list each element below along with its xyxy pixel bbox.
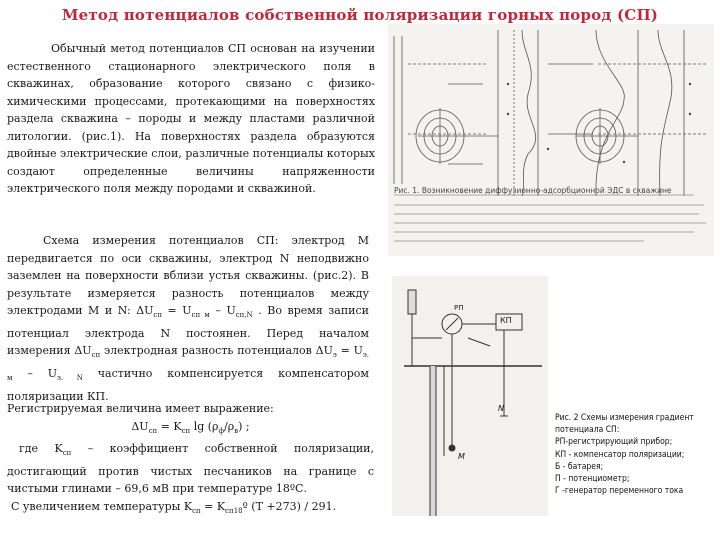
figure-2-measurement-scheme: [392, 276, 548, 516]
page-title: Метод потенциалов собственной поляризации горных пород (СП): [61, 6, 659, 24]
figure-2-drawing: [392, 276, 548, 516]
label-rp: РП: [454, 304, 464, 312]
paragraph-measurement-scheme: Схема измерения потенциалов СП: электрод М передвигается по оси скважины, электрод N неподвижно заземлен на поверхности вблизи устья скважины. (рис.2). В результате измеряется разность потенциалов между электродами M и N: $\Delta U_{сп} = U_{сп м} - U_{сп,N}$ . Во время записи потенциал электрода N постоянен. Перед началом измерения $\Delta U_{сп}$ электродная разность потенциалов $\Delta U_э = U_{э. м} - U_{э. N}$ частично компенсируется компенсатором поляризации КП.: [7, 234, 370, 403]
figure-2-caption: [555, 412, 717, 497]
label-kp: КП: [500, 316, 512, 325]
paragraph-intro: Обычный метод потенциалов СП основан на изучении естественного стационарного электрического поля в скважинах, образование которого связано с физико-химическими процессами, протекающими на поверхностях раздела скважина – породы и между пластами различной литологии. (рис.1). На поверхностях раздела образуются двойные электрические слои, различные потенциалы которых создают определенные величины напряженности электрического поля между породами и скважиной.: [7, 42, 375, 195]
caption-line: Рис. 2 Схемы измерения градиент: [555, 413, 694, 423]
formula-intro: Регистрируемая величина имеет выражение:: [7, 402, 274, 415]
temperature-formula: С увеличением температуры $K_{сп}$ = $K_{сп18}º$ (T +273) / 291.: [11, 499, 337, 516]
caption-line: РП-регистрирующий прибор;: [555, 437, 673, 448]
formula-line: $\Delta U_{сп} = K_{сп}$ $\lg (\rho_ф/\rho_в)$ ;: [131, 419, 250, 435]
figure-1-diffusion-adsorption-emf: [388, 24, 714, 256]
caption-line: П - потенциометр;: [555, 474, 630, 485]
figure-1-drawing: [388, 24, 714, 256]
label-m: М: [458, 452, 465, 461]
caption-line: потенциала СП:: [555, 425, 620, 436]
caption-line: Г -генератор переменного тока: [555, 486, 684, 497]
paragraph-formula: [7, 400, 374, 521]
caption-line: КП - компенсатор поляризации;: [555, 449, 685, 460]
figure-1-caption: Рис. 1. Возникновение диффузионно-адсорбционной ЭДС в скважине: [394, 186, 672, 195]
label-n: N: [498, 404, 504, 413]
formula-explanation: где $K_{сп}$ – коэффициент собственной поляризации, достигающий против чистых песчаников на границе с чистыми глинами – 69,6 мВ при температуре 18ºС.: [7, 442, 375, 496]
caption-line: Б - батарея;: [555, 461, 604, 472]
